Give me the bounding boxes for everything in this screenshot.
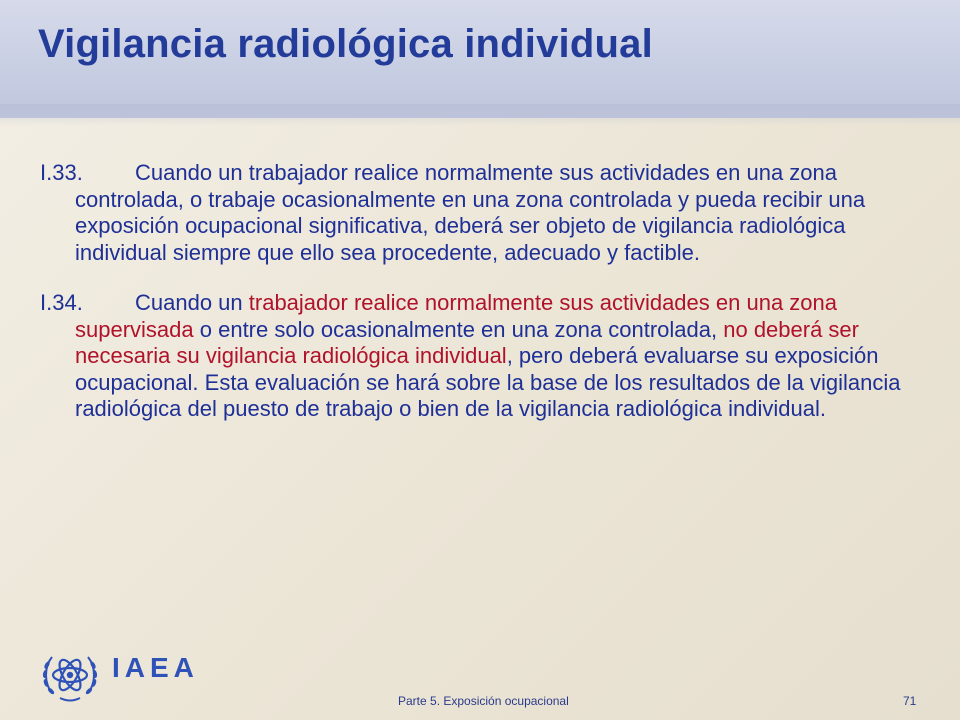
footer-caption: Parte 5. Exposición ocupacional [398,694,569,708]
header-shadow [0,104,960,126]
highlighted-text: trabajador realice normalmente sus actividades en una zona supervisada [75,290,837,342]
slide-title: Vigilancia radiológica individual [38,22,653,66]
paragraph-text: Cuando un trabajador realice normalmente sus actividades en una zona controlada, o trabaje ocasionalmente en una zona controlada y pueda recibir una exposición ocupacional significativa, deberá ser objeto de vigilancia radiológica individual siempre que ello sea procedente, adecuado y factible. [75,160,866,265]
iaea-atom-laurel-icon [38,643,102,707]
highlighted-text: no deberá ser necesaria su vigilancia radiológica individual [75,316,859,368]
paragraph-i33 [40,160,930,266]
paragraph-i34 [40,290,930,423]
paragraph-number: I.33. [40,160,83,185]
paragraph-number: I.34. [40,290,83,315]
paragraph-text: , pero deberá evaluarse su exposición ocupacional. Esta evaluación se hará sobre la base de los resultados de la vigilancia radiológica del puesto de trabajo o bien de la vigilancia radiológica individual. [75,343,901,421]
slide-body [40,160,930,447]
iaea-brand: IAEA [112,652,199,683]
paragraph-text: Cuando un [135,290,249,315]
page-number: 71 [903,694,917,708]
paragraph-text: o entre solo ocasionalmente en una zona controlada, [193,316,724,342]
